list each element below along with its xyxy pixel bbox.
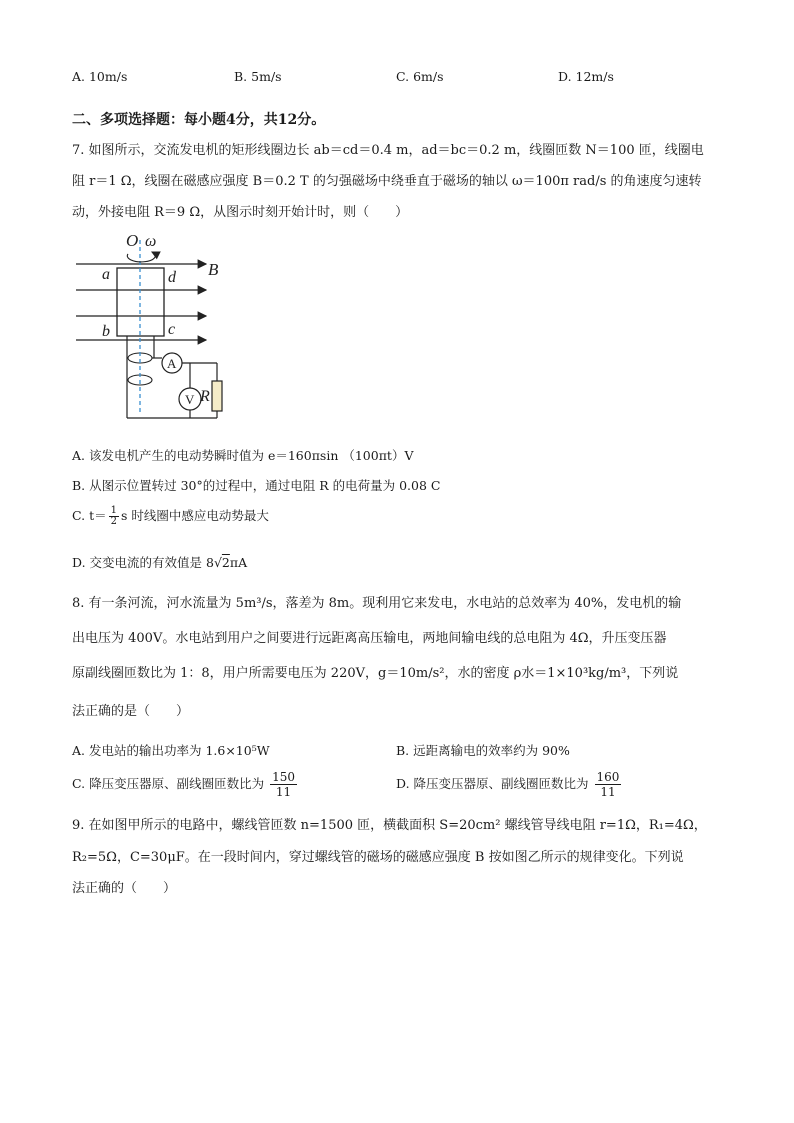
corner-a-label: a [102, 266, 110, 283]
option-a: A. 10m/s [72, 69, 128, 84]
field-label: B [208, 260, 219, 279]
q8-line1: 8. 有一条河流，河水流量为 5m³/s，落差为 8m。现利用它来发电，水电站的总效率为 40%，发电机的输 [72, 596, 682, 611]
q9-line3: 法正确的（ ） [72, 881, 177, 896]
q8-option-d-prefix: D. 降压变压器原、副线圈匝数比为 [396, 776, 589, 791]
rotation-arrow [127, 252, 155, 262]
corner-d-label: d [168, 269, 176, 286]
corner-b-label: b [102, 323, 110, 340]
option-b: B. 5m/s [234, 69, 282, 84]
fraction-numerator: 1 [110, 505, 117, 516]
q8-option-c-fraction [270, 770, 297, 799]
q9-line2: R₂=5Ω，C=30μF。在一段时间内，穿过螺线管的磁场的磁感应强度 B 按如图乙所示的规律变化。下列说 [72, 850, 684, 865]
q7-line1: 7. 如图所示，交流发电机的矩形线圈边长 ab＝cd＝0.4 m，ad＝bc＝0.2 m，线圈匝数 N＝100 匝，线圈电 [72, 143, 704, 158]
q7-option-d-suffix: πA [229, 555, 248, 570]
resistor-label: R [200, 388, 210, 405]
q7-option-c-suffix: s 时线圈中感应电动势最大 [120, 508, 269, 523]
q8-option-c-prefix: C. 降压变压器原、副线圈匝数比为 [72, 776, 265, 791]
q7-option-d-prefix: D. 交变电流的有效值是 8 [72, 555, 214, 570]
q8-line2: 出电压为 400V。水电站到用户之间要进行远距离高压输电，两地间输电线的总电阻为 4Ω，升压变压器 [72, 631, 667, 646]
q7-option-a: A. 该发电机产生的电动势瞬时值为 e＝160πsin （100πt）V [72, 448, 414, 463]
fraction-denominator: 2 [110, 516, 117, 527]
q7-option-c-fraction [109, 506, 119, 527]
fraction-denominator: 11 [600, 785, 616, 799]
voltmeter-label: V [185, 392, 195, 407]
section-title: 二、多项选择题：每小题4分，共12分。 [72, 112, 326, 128]
corner-c-label: c [168, 321, 176, 338]
q8-option-d-fraction [595, 770, 622, 799]
q8-line4: 法正确的是（ ） [72, 704, 190, 719]
sqrt-sign: √ [213, 555, 222, 570]
option-d: D. 12m/s [558, 69, 614, 84]
q7-option-c-prefix: C. t＝ [72, 508, 107, 523]
omega-label: ω [145, 233, 157, 250]
generator-diagram [72, 226, 242, 426]
q7-option-c [72, 506, 269, 527]
ammeter-label: A [167, 356, 177, 371]
q7-option-b: B. 从图示位置转过 30°的过程中，通过电阻 R 的电荷量为 0.08 C [72, 478, 441, 493]
q7-option-d [72, 553, 247, 571]
fraction-numerator: 160 [596, 770, 620, 784]
resistor [212, 381, 222, 411]
q9-line1: 9. 在如图甲所示的电路中，螺线管匝数 n=1500 匝，横截面积 S=20cm² 螺线管导线电阻 r=1Ω，R₁=4Ω， [72, 818, 707, 833]
fraction-numerator: 150 [272, 770, 295, 784]
q8-line3: 原副线圈匝数比为 1：8，用户所需要电压为 220V，g＝10m/s²，水的密度 ρ水＝1×10³kg/m³，下列说 [72, 666, 679, 681]
fraction-denominator: 11 [275, 785, 292, 799]
q8-option-c [72, 770, 299, 799]
q8-option-a: A. 发电站的输出功率为 1.6×10⁵W [72, 743, 270, 758]
q7-line3: 动，外接电阻 R＝9 Ω，从图示时刻开始计时，则（ ） [72, 205, 409, 220]
sqrt-radicand: 2 [221, 555, 230, 570]
q8-option-d [396, 770, 623, 799]
option-c: C. 6m/s [396, 69, 444, 84]
q7-line2: 阻 r＝1 Ω，线圈在磁感应强度 B＝0.2 T 的匀强磁场中绕垂直于磁场的轴以 ω＝100π rad/s 的角速度匀速转 [72, 174, 702, 189]
axis-label: O [126, 231, 139, 250]
q8-option-b: B. 远距离输电的效率约为 90% [396, 743, 570, 758]
